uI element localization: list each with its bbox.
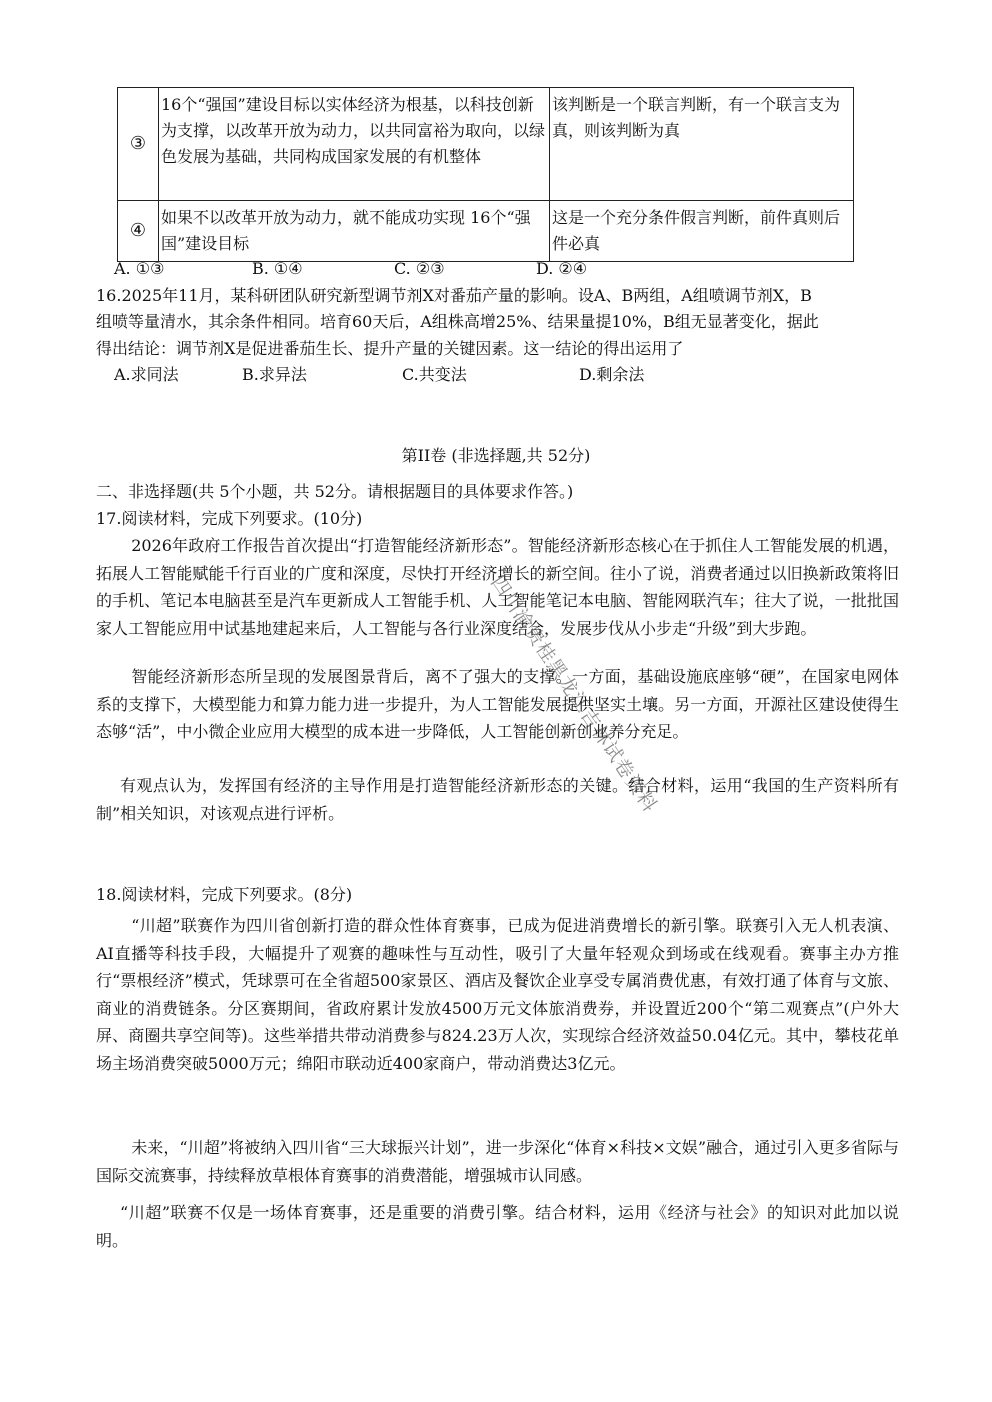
judgment-cell: 该判断是一个联言判断，有一个联言支为真，则该判断为真 bbox=[550, 88, 854, 201]
row-number: ③ bbox=[118, 88, 159, 201]
choice-a: A.求同法 bbox=[114, 365, 179, 384]
choice-a: A. ①③ bbox=[114, 259, 165, 278]
choice-b: B. ①④ bbox=[252, 259, 303, 278]
q18-paragraph-3: “川超”联赛不仅是一场体育赛事，还是重要的消费引擎。结合材料，运用《经济与社会》的知识对此加以说明。 bbox=[96, 1203, 899, 1250]
q16-line: 组喷等量清水，其余条件相同。培育60天后，A组株高增25%、结果量提10%，B组无显著变化，据此 bbox=[96, 312, 819, 331]
watermark: 四川渝贵桂黑龙江吉林试卷资料 bbox=[486, 572, 662, 817]
q16-line: 16.2025年11月，某科研团队研究新型调节剂X对番茄产量的影响。设A、B两组，A组喷调节剂X，B bbox=[96, 286, 812, 305]
choice-d: D.剩余法 bbox=[579, 365, 645, 384]
choice-d: D. ②④ bbox=[536, 259, 588, 278]
q18-paragraph-2: 未来，“川超”将被纳入四川省“三大球振兴计划”，进一步深化“体育×科技×文娱”融合，通过引入更多省际与国际交流赛事，持续释放草根体育赛事的消费潜能，增强城市认同感。 bbox=[96, 1138, 899, 1185]
statement-cell: 如果不以改革开放为动力，就不能成功实现 16个“强国”建设目标 bbox=[159, 201, 550, 262]
section-intro: 二、非选择题(共 5个小题，共 52分。请根据题目的具体要求作答。) bbox=[96, 482, 574, 501]
row-number: ④ bbox=[118, 201, 159, 262]
section-title: 第II卷 (非选择题,共 52分) bbox=[401, 446, 591, 465]
q17-paragraph-1: 2026年政府工作报告首次提出“打造智能经济新形态”。智能经济新形态核心在于抓住人工智能发展的机遇，拓展人工智能赋能千行百业的广度和深度，尽快打开经济增长的新空间。往小了说，消费者通过以旧换新政策将旧的手机、笔记本电脑甚至是汽车更新成人工智能手机、人工智能笔记本电脑、智能网联汽车；往大了说，一批批国家人工智能应用中试基地建起来后，人工智能与各行业深度结合，发展步伐从小步走“升级”到大步跑。 bbox=[96, 536, 899, 638]
q17-paragraph-3: 有观点认为，发挥国有经济的主导作用是打造智能经济新形态的关键。结合材料，运用“我国的生产资料所有制”相关知识，对该观点进行评析。 bbox=[96, 776, 899, 823]
q15-choices bbox=[114, 256, 834, 282]
choice-c: C. ②③ bbox=[394, 259, 445, 278]
q18-header: 18.阅读材料，完成下列要求。(8分) bbox=[96, 885, 353, 904]
table-row bbox=[118, 201, 854, 262]
judgment-cell: 这是一个充分条件假言判断，前件真则后件必真 bbox=[550, 201, 854, 262]
q16-line: 得出结论：调节剂X是促进番茄生长、提升产量的关键因素。这一结论的得出运用了 bbox=[96, 339, 684, 358]
choice-b: B.求异法 bbox=[242, 365, 307, 384]
table-row bbox=[118, 88, 854, 201]
options-table bbox=[117, 87, 854, 262]
q17-header: 17.阅读材料，完成下列要求。(10分) bbox=[96, 509, 363, 528]
q17-paragraph-2: 智能经济新形态所呈现的发展图景背后，离不了强大的支撑。一方面，基础设施底座够“硬”，在国家电网体系的支撑下，大模型能力和算力能力进一步提升，为人工智能发展提供坚实土壤。另一方面，开源社区建设使得生态够“活”，中小微企业应用大模型的成本进一步降低，人工智能创新创业养分充足。 bbox=[96, 667, 899, 741]
statement-cell: 16个“强国”建设目标以实体经济为根基，以科技创新为支撑，以改革开放为动力，以共同富裕为取向，以绿色发展为基础，共同构成国家发展的有机整体 bbox=[159, 88, 550, 201]
q18-paragraph-1: “川超”联赛作为四川省创新打造的群众性体育赛事，已成为促进消费增长的新引擎。联赛引入无人机表演、AI直播等科技手段，大幅提升了观赛的趣味性与互动性，吸引了大量年轻观众到场或在线观看。赛事主办方推行“票根经济”模式，凭球票可在全省超500家景区、酒店及餐饮企业享受专属消费优惠，有效打通了体育与文旅、商业的消费链条。分区赛期间，省政府累计发放4500万元文体旅消费券，并设置近200个“第二观赛点”(户外大屏、商圈共享空间等)。这些举措共带动消费参与824.23万人次，实现综合经济效益50.04亿元。其中，攀枝花单场主场消费突破5000万元；绵阳市联动近400家商户，带动消费达3亿元。 bbox=[96, 916, 899, 1073]
choice-c: C.共变法 bbox=[402, 365, 467, 384]
q16-choices bbox=[114, 362, 834, 388]
